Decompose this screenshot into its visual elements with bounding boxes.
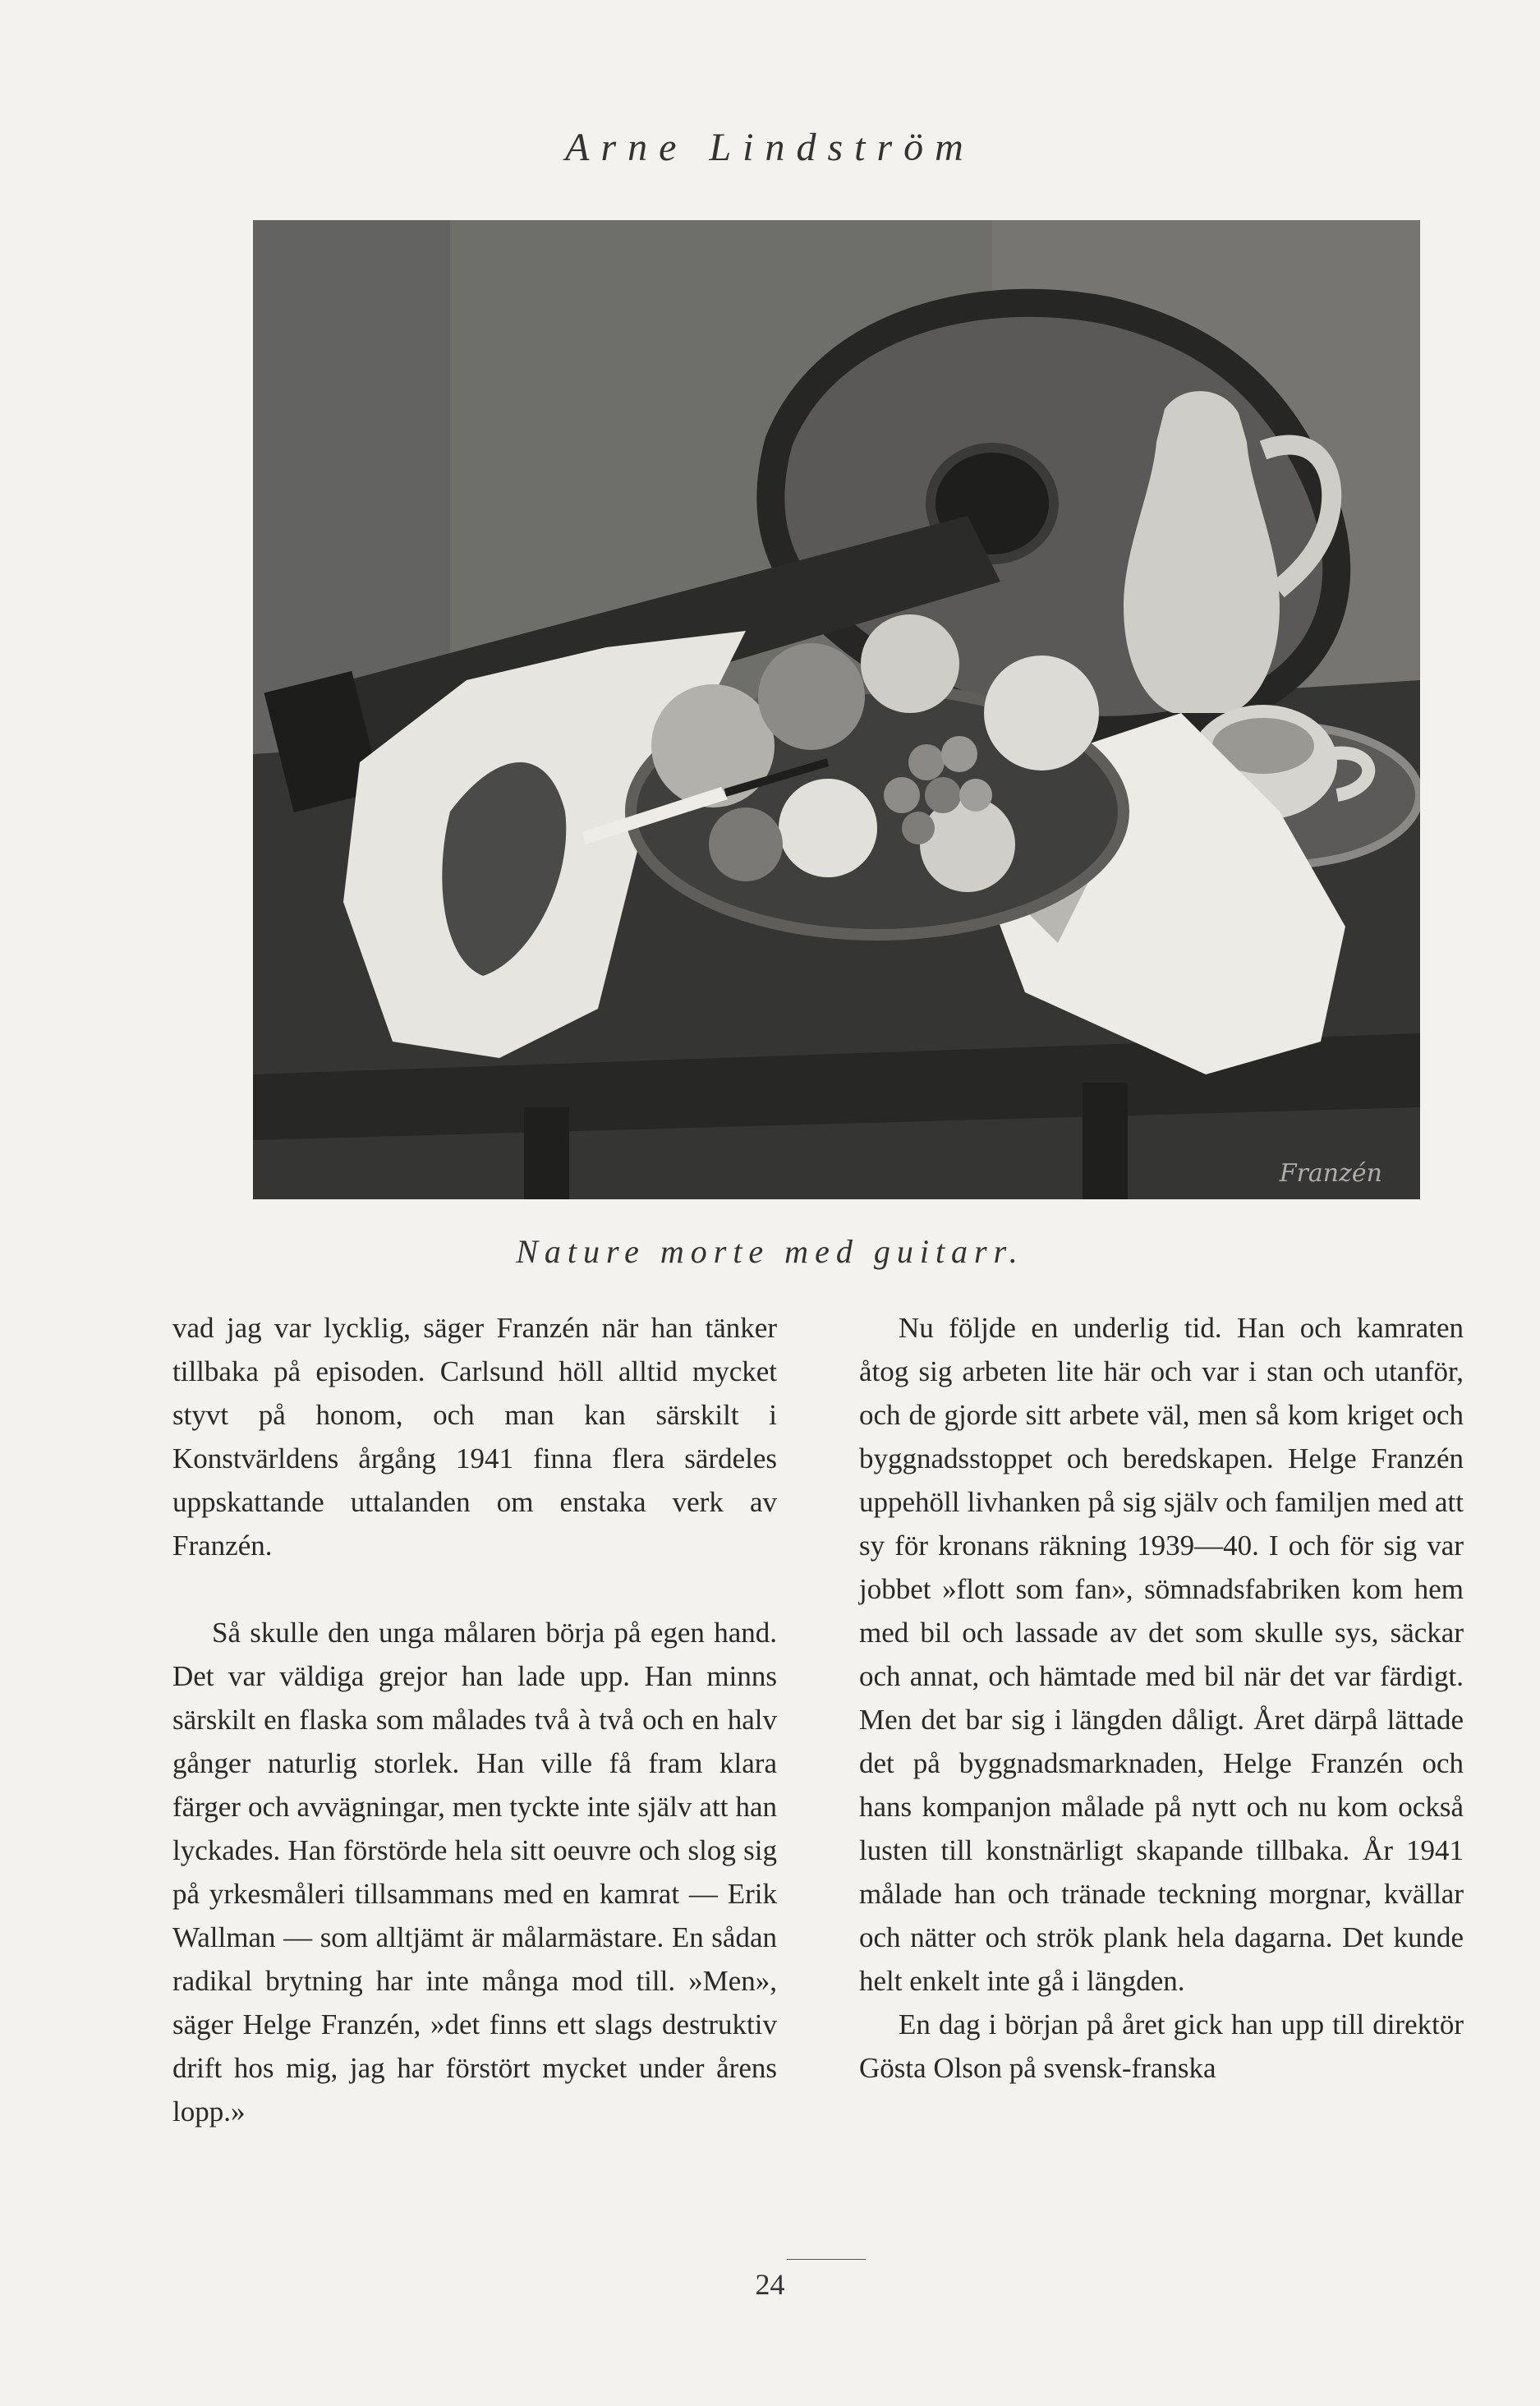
running-head: Arne Lindström <box>565 126 975 169</box>
grape <box>959 779 992 812</box>
folio-rule <box>787 2259 866 2260</box>
grape <box>908 744 945 780</box>
fruit <box>758 643 865 750</box>
table-leg-left <box>524 1107 569 1199</box>
fruit <box>984 656 1099 771</box>
painting-plate <box>253 220 1420 1199</box>
table-leg-right <box>1083 1083 1128 1199</box>
fruit <box>651 684 775 807</box>
paragraph: Nu följde en underlig tid. Han och kamraten åtog sig arbeten lite här och var i stan och utanför, och de gjorde sitt arbete väl, men så kom kriget och byggnadsstoppet och beredskapen. Helge Franzén uppehöll livhanken på sig själv och familjen med att sy för kronans räkning 1939—40. I och för sig var jobbet »flott som fan», sömnadsfabriken kom hem med bil och lassade av det som skulle sys, säckar och annat, och hämtade med bil när det var färdigt. Men det bar sig i längden dåligt. Året därpå lättade det på byggnadsmarknaden, Helge Franzén och hans kompanjon målade på nytt och nu kom också lusten till konstnärligt skapande tillbaka. År 1941 målade han och tränade teckning morgnar, kvällar och nätter och strök plank hela dagarna. Det kunde helt enkelt inte gå i längden. <box>859 1312 1464 1997</box>
fruit <box>920 797 1015 892</box>
grape <box>902 812 935 844</box>
painter-signature: Franzén <box>1279 1159 1382 1188</box>
grape <box>941 736 977 772</box>
paragraph: Så skulle den unga målaren börja på egen hand. Det var väldiga grejor han lade upp. Han minns särskilt en flaska som målades två à två och en halv gånger naturlig storlek. Han ville få fram klara färger och avvägningar, men tyckte inte själv att han lyckades. Han förstörde hela sitt oeuvre och slog sig på yrkesmåleri tillsammans med en kamrat — Erik Wallman — som alltjämt är målarmästare. En sådan radikal brytning har inte många mod till. »Men», säger Helge Franzén, »det finns ett slags destruktiv drift hos mig, jag har förstört mycket under årens lopp.» <box>172 1617 777 2128</box>
paragraph: En dag i början på året gick han upp till direktör Gösta Olson på svensk-franska <box>859 2008 1464 2084</box>
figure-caption: Nature morte med guitarr. <box>516 1233 1024 1270</box>
text-column-right <box>859 1306 1464 2090</box>
fruit <box>779 779 877 877</box>
fruit <box>709 807 783 881</box>
grape <box>925 777 961 813</box>
fruit <box>861 614 959 713</box>
text-column-left <box>172 1306 777 2133</box>
grape <box>884 777 920 813</box>
paragraph: vad jag var lycklig, säger Franzén när han tänker tillbaka på episoden. Carlsund höll alltid mycket styvt på honom, och man kan särskilt i Konstvärldens årgång 1941 finna flera särdeles uppskattande uttalanden om enstaka verk av Franzén. <box>172 1312 777 1562</box>
page-number: 24 <box>755 2268 785 2301</box>
